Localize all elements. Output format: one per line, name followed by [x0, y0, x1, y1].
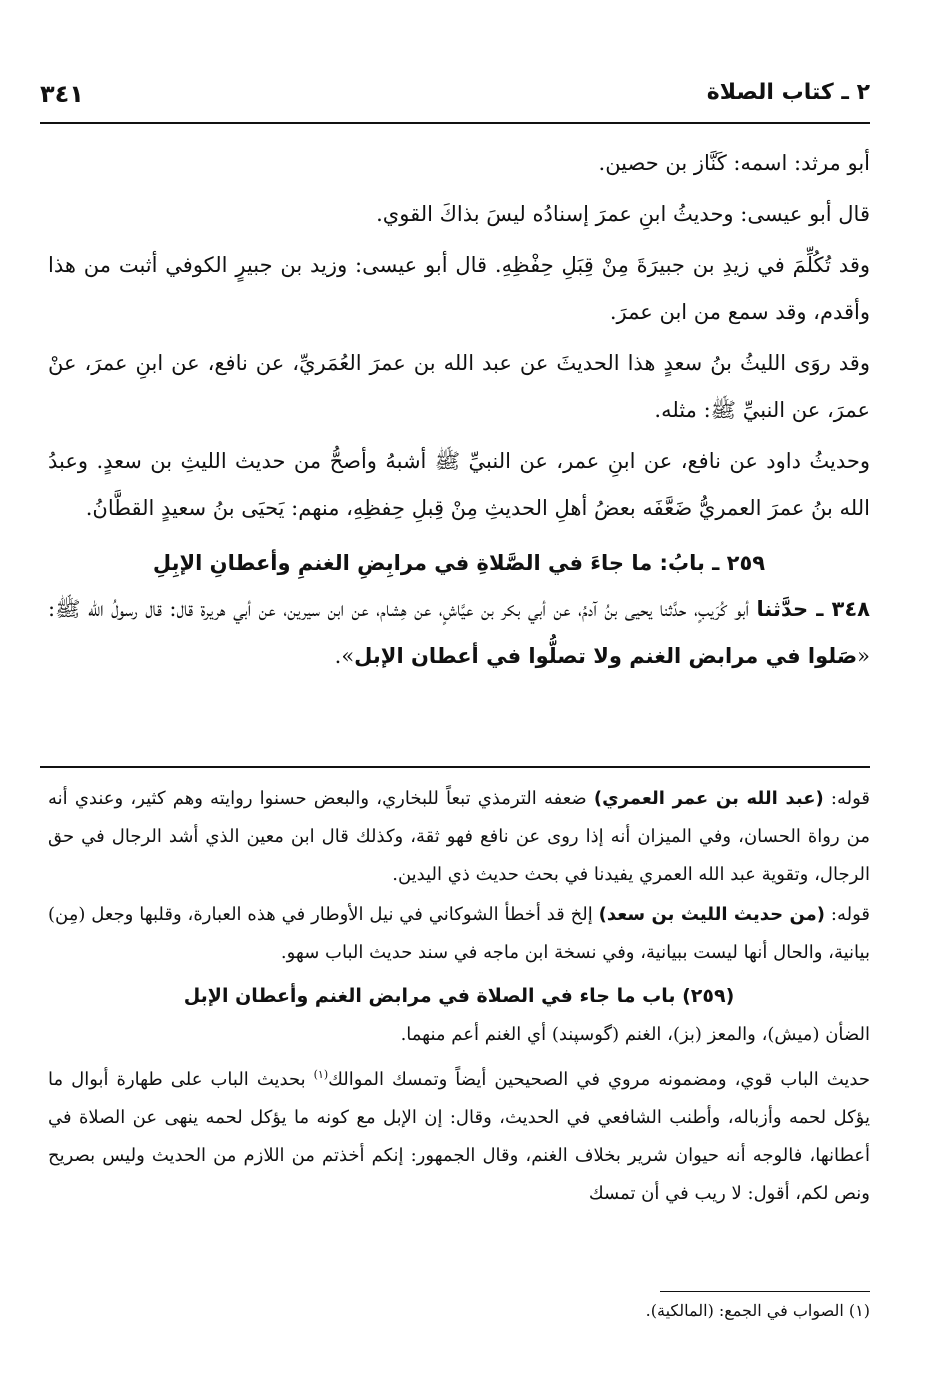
chapter-title: ٢ ـ كتاب الصلاة [706, 80, 870, 105]
commentary-quote: (عبد الله بن عمر العمري) [593, 788, 824, 809]
commentary-text: ضعفه الترمذي تبعاً للبخاري، والبعض حسنوا روايته وهم كثير، وعندي أنه من رواة الحسان، وفي الميزان أنه إذا روى عن نافع فهو ثقة، وكذلك قال ابن معين الذي أشد الرجال في حق الرجال، وتقوية عبد الله العمري يفيدنا في بحث حديث ذي اليدين. [48, 788, 870, 885]
footnote-marker: (١) [313, 1068, 329, 1081]
header-rule [40, 122, 870, 124]
main-paragraph: قال أبو عيسى: وحديثُ ابنِ عمرَ إسنادُه ليسَ بذاكَ القوي. [376, 202, 870, 226]
chapter-heading: ٢٥٩ ـ بابُ: ما جاءَ في الصَّلاةِ في مرابِضِ الغنمِ وأعطانِ الإبِلِ [152, 551, 766, 575]
main-paragraph: وقد تُكُلِّمَ في زيدِ بن جبيرَةَ مِنْ قِبَلِ حِفْظِهِ. قال أبو عيسى: وزيد بن جبيرٍ الكوفي أثبت من هذا وأقدم، وقد سمع من ابن عمرَ. [48, 253, 870, 324]
commentary-paragraph [48, 780, 870, 894]
commentary-paragraph: الضأن (ميش)، والمعز (بز)، الغنم (گوسپند) أي الغنم أعم منهما. [400, 1024, 870, 1045]
footnote: (١) الصواب في الجمع: (المالكية). [645, 1301, 870, 1320]
commentary-lead: قوله: [825, 904, 870, 925]
hadith-matn: صَلوا في مرابض الغنم ولا تصلُّوا في أعطان الإبل [354, 644, 858, 668]
page-number: ٣٤١ [40, 80, 84, 108]
commentary-lead: قوله: [823, 788, 870, 809]
commentary-text: إلخ قد أخطأ الشوكاني في نيل الأوطار في هذه العبارة، وقلبها وجعل (مِن) بيانية، والحال أنها ليست ببيانية، وفي نسخة ابن ماجه في سند حديث الباب سهو. [48, 904, 870, 963]
commentary-paragraph [48, 896, 870, 972]
commentary [48, 780, 870, 1215]
main-text [48, 140, 870, 684]
hadith-paragraph [48, 586, 870, 680]
main-paragraph: أبو مرثد: اسمه: كَنَّاز بن حصين. [598, 151, 870, 175]
main-paragraph: وقد روَى الليثُ بنُ سعدٍ هذا الحديثَ عن عبد الله بن عمرَ العُمَريِّ، عن نافع، عن ابنِ عمرَ، عنْ عمرَ، عن النبيِّ ﷺ: مثله. [48, 351, 870, 422]
page-header [40, 76, 870, 116]
commentary-text: بحديث الباب على طهارة أبوال ما يؤكل لحمه وأزباله، وأطنب الشافعي في الحديث، وقال: إن الإبل مع كونه ما يؤكل لحمه ينهى عن الصلاة في أعطانها، فالوجه أنه حيوان شرير بخلاف الغنم، وقال الجمهور: إنكم أخذتم من اللازم من الحديث وليس بصريح ونص لكم، أقول: لا ريب في أن تمسك [48, 1069, 870, 1204]
footnote-rule [660, 1291, 870, 1292]
hadith-number: ٣٤٨ ـ حدَّثنا [756, 597, 870, 621]
main-paragraph: وحديثُ داود عن نافع، عن ابنِ عمر، عن النبيِّ ﷺ أشبهُ وأصحُّ من حديث الليثِ بن سعدٍ. وعبدُ الله بنُ عمرَ العمريُّ ضَعَّفَه بعضُ أهلِ الحديثِ مِنْ قِبلِ حِفظِهِ، منهم: يَحيَى بنُ سعيدٍ القطَّانُ. [48, 449, 870, 520]
commentary-separator [40, 766, 870, 768]
commentary-paragraph [48, 1056, 870, 1213]
commentary-quote: (من حديث الليث بن سعد) [598, 904, 826, 925]
hadith-close: ». [334, 644, 355, 668]
hadith-isnad: أبو كُرَيبٍ، حدَّثنا يحيى بنُ آدمُ، عن أبي بكر بن عيَّاشٍ، عن هِشام، عن ابن سيرين، عن أبي هريرة قال: قال رسولُ الله ﷺ: « [48, 597, 870, 668]
commentary-heading: (٢٥٩) باب ما جاء في الصلاة في مرابض الغنم وأعطان الإبل [183, 985, 735, 1007]
commentary-text: حديث الباب قوي، ومضمونه مروي في الصحيحين أيضاً وتمسك الموالك [328, 1069, 871, 1090]
